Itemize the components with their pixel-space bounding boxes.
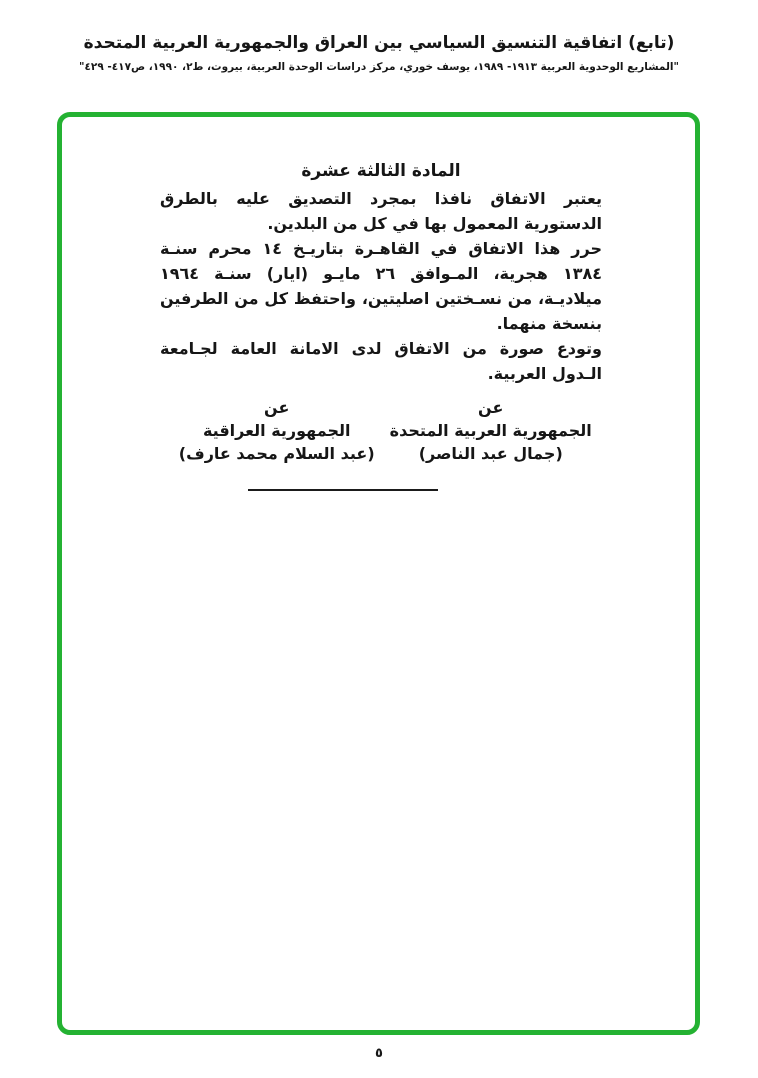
signature-party-name: الجمهورية العراقية bbox=[202, 421, 351, 440]
document-content bbox=[160, 159, 602, 491]
signature-on-behalf-label: عن bbox=[264, 398, 290, 417]
article-title: المادة الثالثة عشرة bbox=[301, 161, 461, 181]
page-number: ٥ bbox=[375, 1046, 383, 1061]
signature-iraqi-republic bbox=[174, 396, 379, 465]
signature-divider-line bbox=[248, 489, 438, 491]
signature-block bbox=[160, 396, 602, 465]
document-header bbox=[0, 33, 758, 73]
signature-signatory-name: (جمال عبد الناصر) bbox=[418, 444, 563, 463]
page-footer bbox=[0, 1042, 758, 1061]
signature-on-behalf-label: عن bbox=[478, 398, 504, 417]
header-title: (تابع) اتفاقية التنسيق السياسي بين العراق والجمهورية العربية المتحدة bbox=[83, 33, 675, 53]
signature-party-name: الجمهورية العربية المتحدة bbox=[389, 421, 592, 440]
signature-united-arab-republic bbox=[379, 396, 602, 465]
header-citation: "المشاريع الوحدوية العربية ١٩١٣- ١٩٨٩، يوسف خوري، مركز دراسات الوحدة العربية، بيروت، ط٢، ١٩٩٠، ص٤١٧- ٤٢٩" bbox=[79, 61, 679, 73]
paragraph-entry-into-force: يعتبر الاتفاق نافذا بمجرد التصديق عليه بالطرق الدستورية المعمول بها في كل من البلدين. bbox=[160, 189, 602, 233]
signature-signatory-name: (عبد السلام محمد عارف) bbox=[178, 444, 375, 463]
document-frame bbox=[57, 112, 700, 1035]
paragraph-deposit-copy: وتودع صورة من الاتفاق لدى الامانة العامة لجـامعة الـدول العربية. bbox=[160, 339, 602, 383]
paragraph-signing-details: حرر هذا الاتفاق في القاهـرة بتاريـخ ١٤ محرم سنـة ١٣٨٤ هجرية، المـوافق ٢٦ مايـو (ايار) سنـة ١٩٦٤ ميلاديـة، من نسـختين اصليتين، واحتفظ كل من الطرفين بنسخة منهما. bbox=[160, 239, 602, 333]
